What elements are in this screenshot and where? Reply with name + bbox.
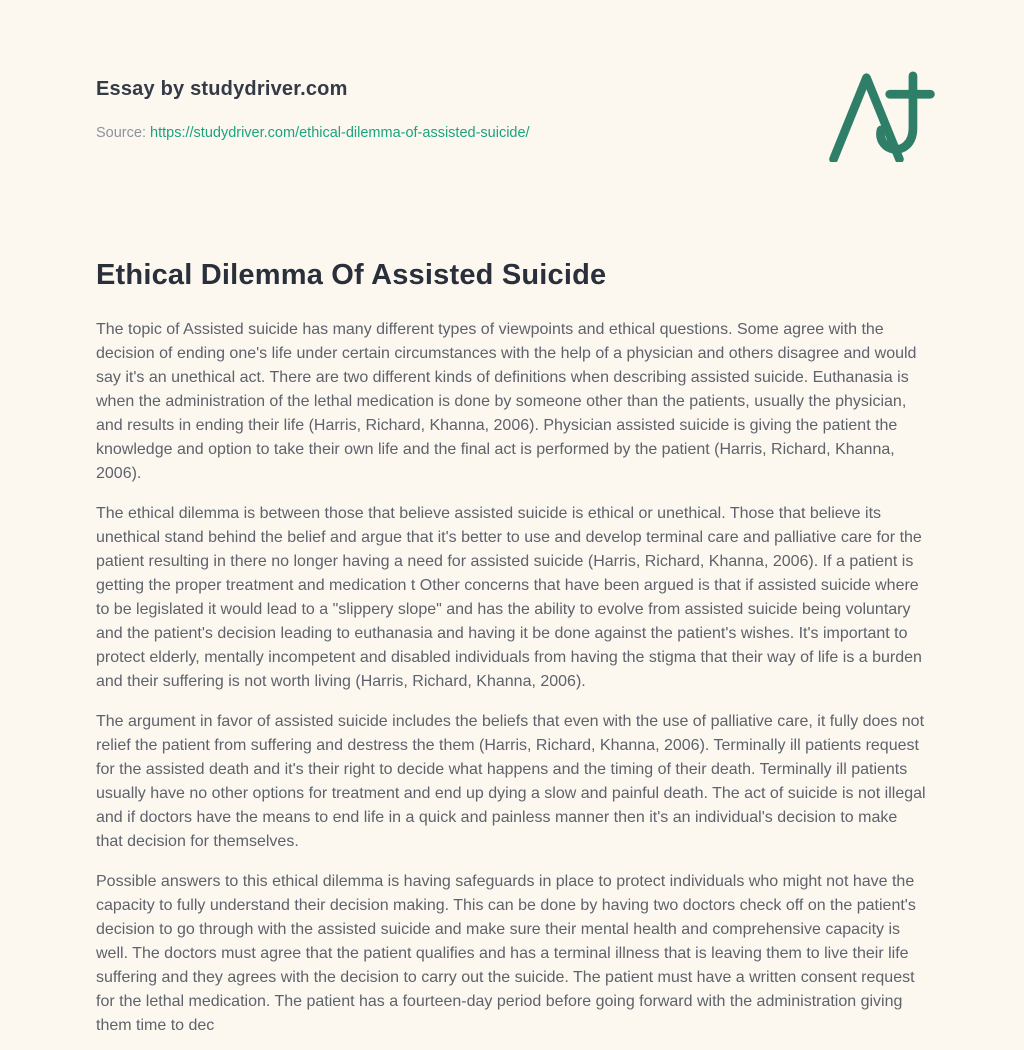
source-label: Source: [96, 125, 146, 141]
essay-body [96, 318, 928, 1038]
source-link[interactable]: https://studydriver.com/ethical-dilemma-of-assisted-suicide/ [150, 125, 530, 141]
document-content [96, 0, 928, 1050]
essay-paragraph: The topic of Assisted suicide has many different types of viewpoints and ethical questions. Some agree with the decision of ending one's life under certain circumstances with the help of a physician and others disagree and would say it's an unethical act. There are two different kinds of definitions when describing assisted suicide. Euthanasia is when the administration of the lethal medication is done by someone other than the patients, usually the physician, and results in ending their life (Harris, Richard, Khanna, 2006). Physician assisted suicide is giving the patient the knowledge and option to take their own life and the final act is performed by the patient (Harris, Richard, Khanna, 2006). [96, 321, 917, 482]
essay-paragraph: The argument in favor of assisted suicide includes the beliefs that even with the use of palliative care, it fully does not relief the patient from suffering and destress the them (Harris, Richard, Khanna, 2006). Terminally ill patients request for the assisted death and it's their right to decide what happens and the timing of their death. Terminally ill patients usually have no other options for treatment and end up dying a slow and painful death. The act of suicide is not illegal and if doctors have the means to end life in a quick and painless manner then it's an individual's decision to make that decision for themselves. [96, 713, 926, 850]
essay-byline: Essay by studydriver.com [96, 78, 348, 100]
essay-title: Ethical Dilemma Of Assisted Suicide [96, 259, 607, 291]
essay-paragraph: The ethical dilemma is between those that believe assisted suicide is ethical or unethical. Those that believe its unethical stand behind the belief and argue that it's better to use and develop terminal care and palliative care for the patient resulting in there no longer having a need for assisted suicide (Harris, Richard, Khanna, 2006). If a patient is getting the proper treatment and medication t Other concerns that have been argued is that if assisted suicide where to be legislated it would lead to a "slippery slope" and has the ability to evolve from assisted suicide being voluntary and the patient's decision leading to euthanasia and having it be done against the patient's wishes. It's important to protect elderly, mentally incompetent and disabled individuals from having the stigma that their way of life is a burden and their suffering is not worth living (Harris, Richard, Khanna, 2006). [96, 505, 922, 690]
source-line [96, 125, 928, 141]
essay-paragraph: Possible answers to this ethical dilemma is having safeguards in place to protect individuals who might not have the capacity to fully understand their decision making. This can be done by having two doctors check off on the patient's decision to go through with the assisted suicide and make sure their mental health and comprehensive capacity is well. The doctors must agree that the patient qualifies and has a terminal illness that is leaving them to live their life suffering and they agrees with the decision to carry out the suicide. The patient must have a written consent request for the lethal medication. The patient has a fourteen-day period before going forward with the administration giving them time to dec [96, 873, 916, 1034]
